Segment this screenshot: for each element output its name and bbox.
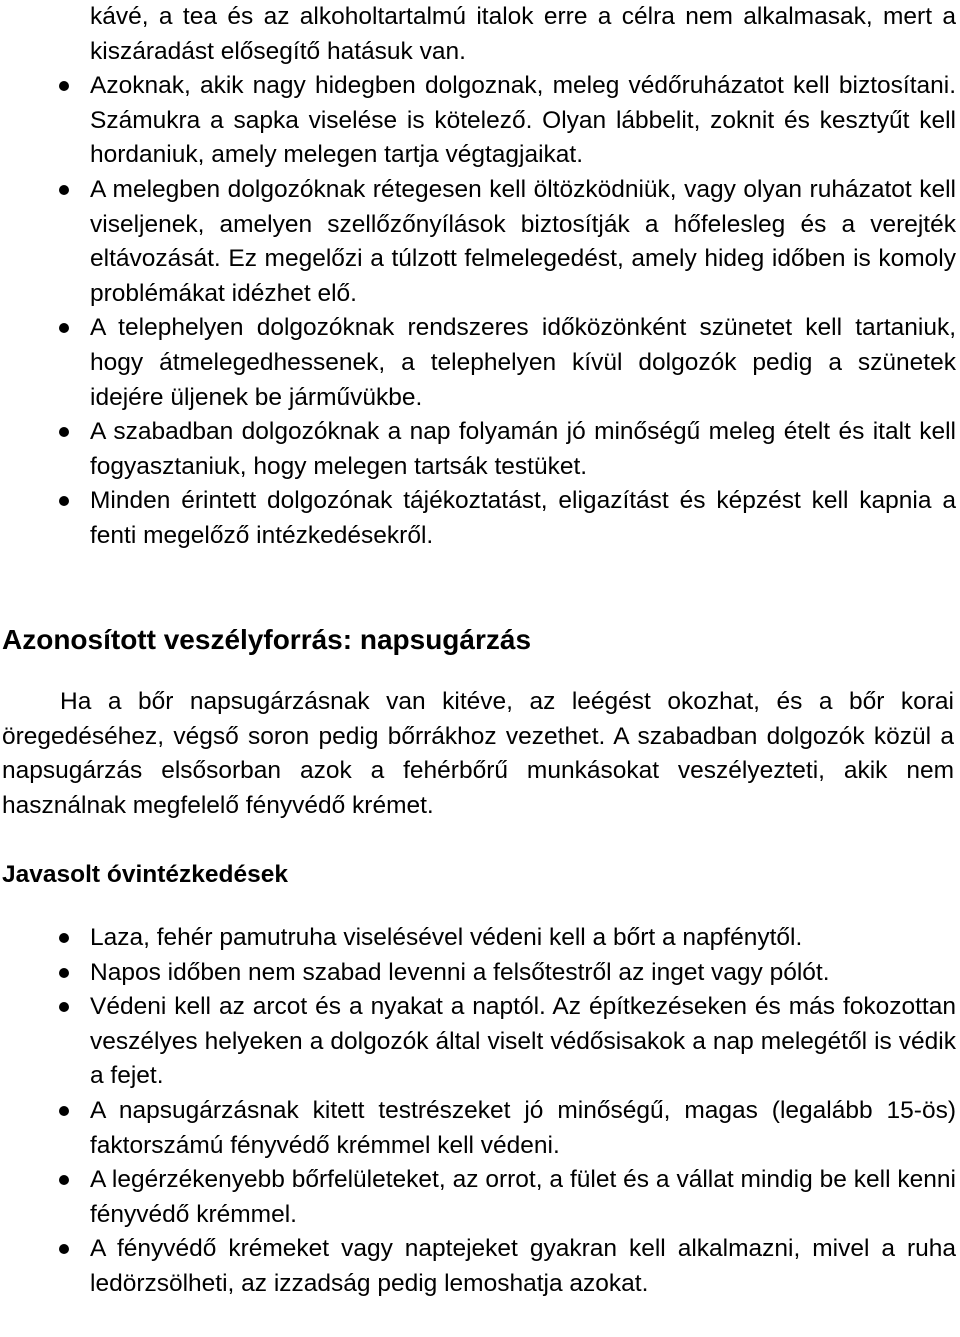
list-item [0,173,960,311]
list-item [0,990,960,1094]
list-item [0,69,960,173]
bullet-icon [59,1002,69,1012]
precautions-list-sun [0,921,960,1302]
list-item [0,1094,960,1163]
list-item [0,1232,960,1301]
precautions-list-cold [0,0,960,554]
bullet-icon [59,933,69,943]
bullet-icon [59,1175,69,1185]
list-item [0,921,960,956]
bullet-icon [59,185,69,195]
section-heading: Azonosított veszélyforrás: napsugárzás [2,624,532,655]
list-item-text: A telephelyen dolgozóknak rendszeres időközönként szünetet kell tartaniuk, hogy átmelegedhessenek, a telephelyen kívül dolgozók pedig a szünetek idejére üljenek be járművükbe. [90,314,956,411]
list-item-text: A melegben dolgozóknak rétegesen kell öltözködniük, vagy olyan ruházatot kell viseljenek, amelyen szellőzőnyílások biztosítják a hőfelesleg és a verejték eltávozását. Ez megelőzi a túlzott felmelegedést, amely hideg időben is komoly problémákat idézhet elő. [90,175,956,307]
subsection-heading: Javasolt óvintézkedések [2,861,288,888]
list-item-text: Minden érintett dolgozónak tájékoztatást, eligazítást és képzést kell kapnia a fenti megelőző intézkedésekről. [90,487,956,549]
list-item [0,311,960,415]
bullet-icon [59,427,69,437]
bullet-icon [59,1106,69,1116]
list-item-text: Védeni kell az arcot és a nyakat a naptól. Az építkezéseken és más fokozottan veszélyes helyeken a dolgozók által viselt védősisakok a nap melegétől is védik a fejet. [90,993,956,1090]
list-item-text: A fényvédő krémeket vagy naptejeket gyakran kell alkalmazni, mivel a ruha ledörzsölheti, az izzadság pedig lemoshatja azokat. [90,1235,956,1297]
list-item-text: A szabadban dolgozóknak a nap folyamán jó minőségű meleg ételt és italt kell fogyasztaniuk, hogy melegen tartsák testüket. [90,418,956,480]
list-item [0,484,960,553]
list-item-text: A legérzékenyebb bőrfelületeket, az orrot, a fület és a vállat mindig be kell kenni fényvédő krémmel. [90,1166,956,1228]
bullet-icon [59,968,69,978]
section-paragraph: Ha a bőr napsugárzásnak van kitéve, az leégést okozhat, és a bőr korai öregedéséhez, végső soron pedig bőrrákhoz vezethet. A szabadban dolgozók közül a napsugárzás elsősorban azok a fehérbőrű munkásokat veszélyezteti, akik nem használnak megfelelő fényvédő krémet. [2,688,954,819]
list-item-text: Napos időben nem szabad levenni a felsőtestről az inget vagy pólót. [90,958,830,986]
list-item [0,1163,960,1232]
bullet-icon [59,81,69,91]
list-item-text: Azoknak, akik nagy hidegben dolgoznak, meleg védőruházatot kell biztosítani. Számukra a sapka viselése is kötelező. Olyan lábbelit, zoknit és kesztyűt kell hordaniuk, amely melegen tartja végtagjaikat. [90,72,956,169]
list-item-text: kávé, a tea és az alkoholtartalmú italok erre a célra nem alkalmasak, mert a kiszáradást elősegítő hatásuk van. [90,3,956,65]
list-item-text: Laza, fehér pamutruha viselésével védeni kell a bőrt a napfénytől. [90,924,803,951]
bullet-icon [59,323,69,333]
list-item-text: A napsugárzásnak kitett testrészeket jó minőségű, magas (legalább 15-ös) faktorszámú fényvédő krémmel kell védeni. [90,1096,956,1159]
bullet-icon [59,1244,69,1254]
list-item-continued [0,0,960,69]
list-item [0,956,960,991]
bullet-icon [59,496,69,506]
list-item [0,415,960,484]
